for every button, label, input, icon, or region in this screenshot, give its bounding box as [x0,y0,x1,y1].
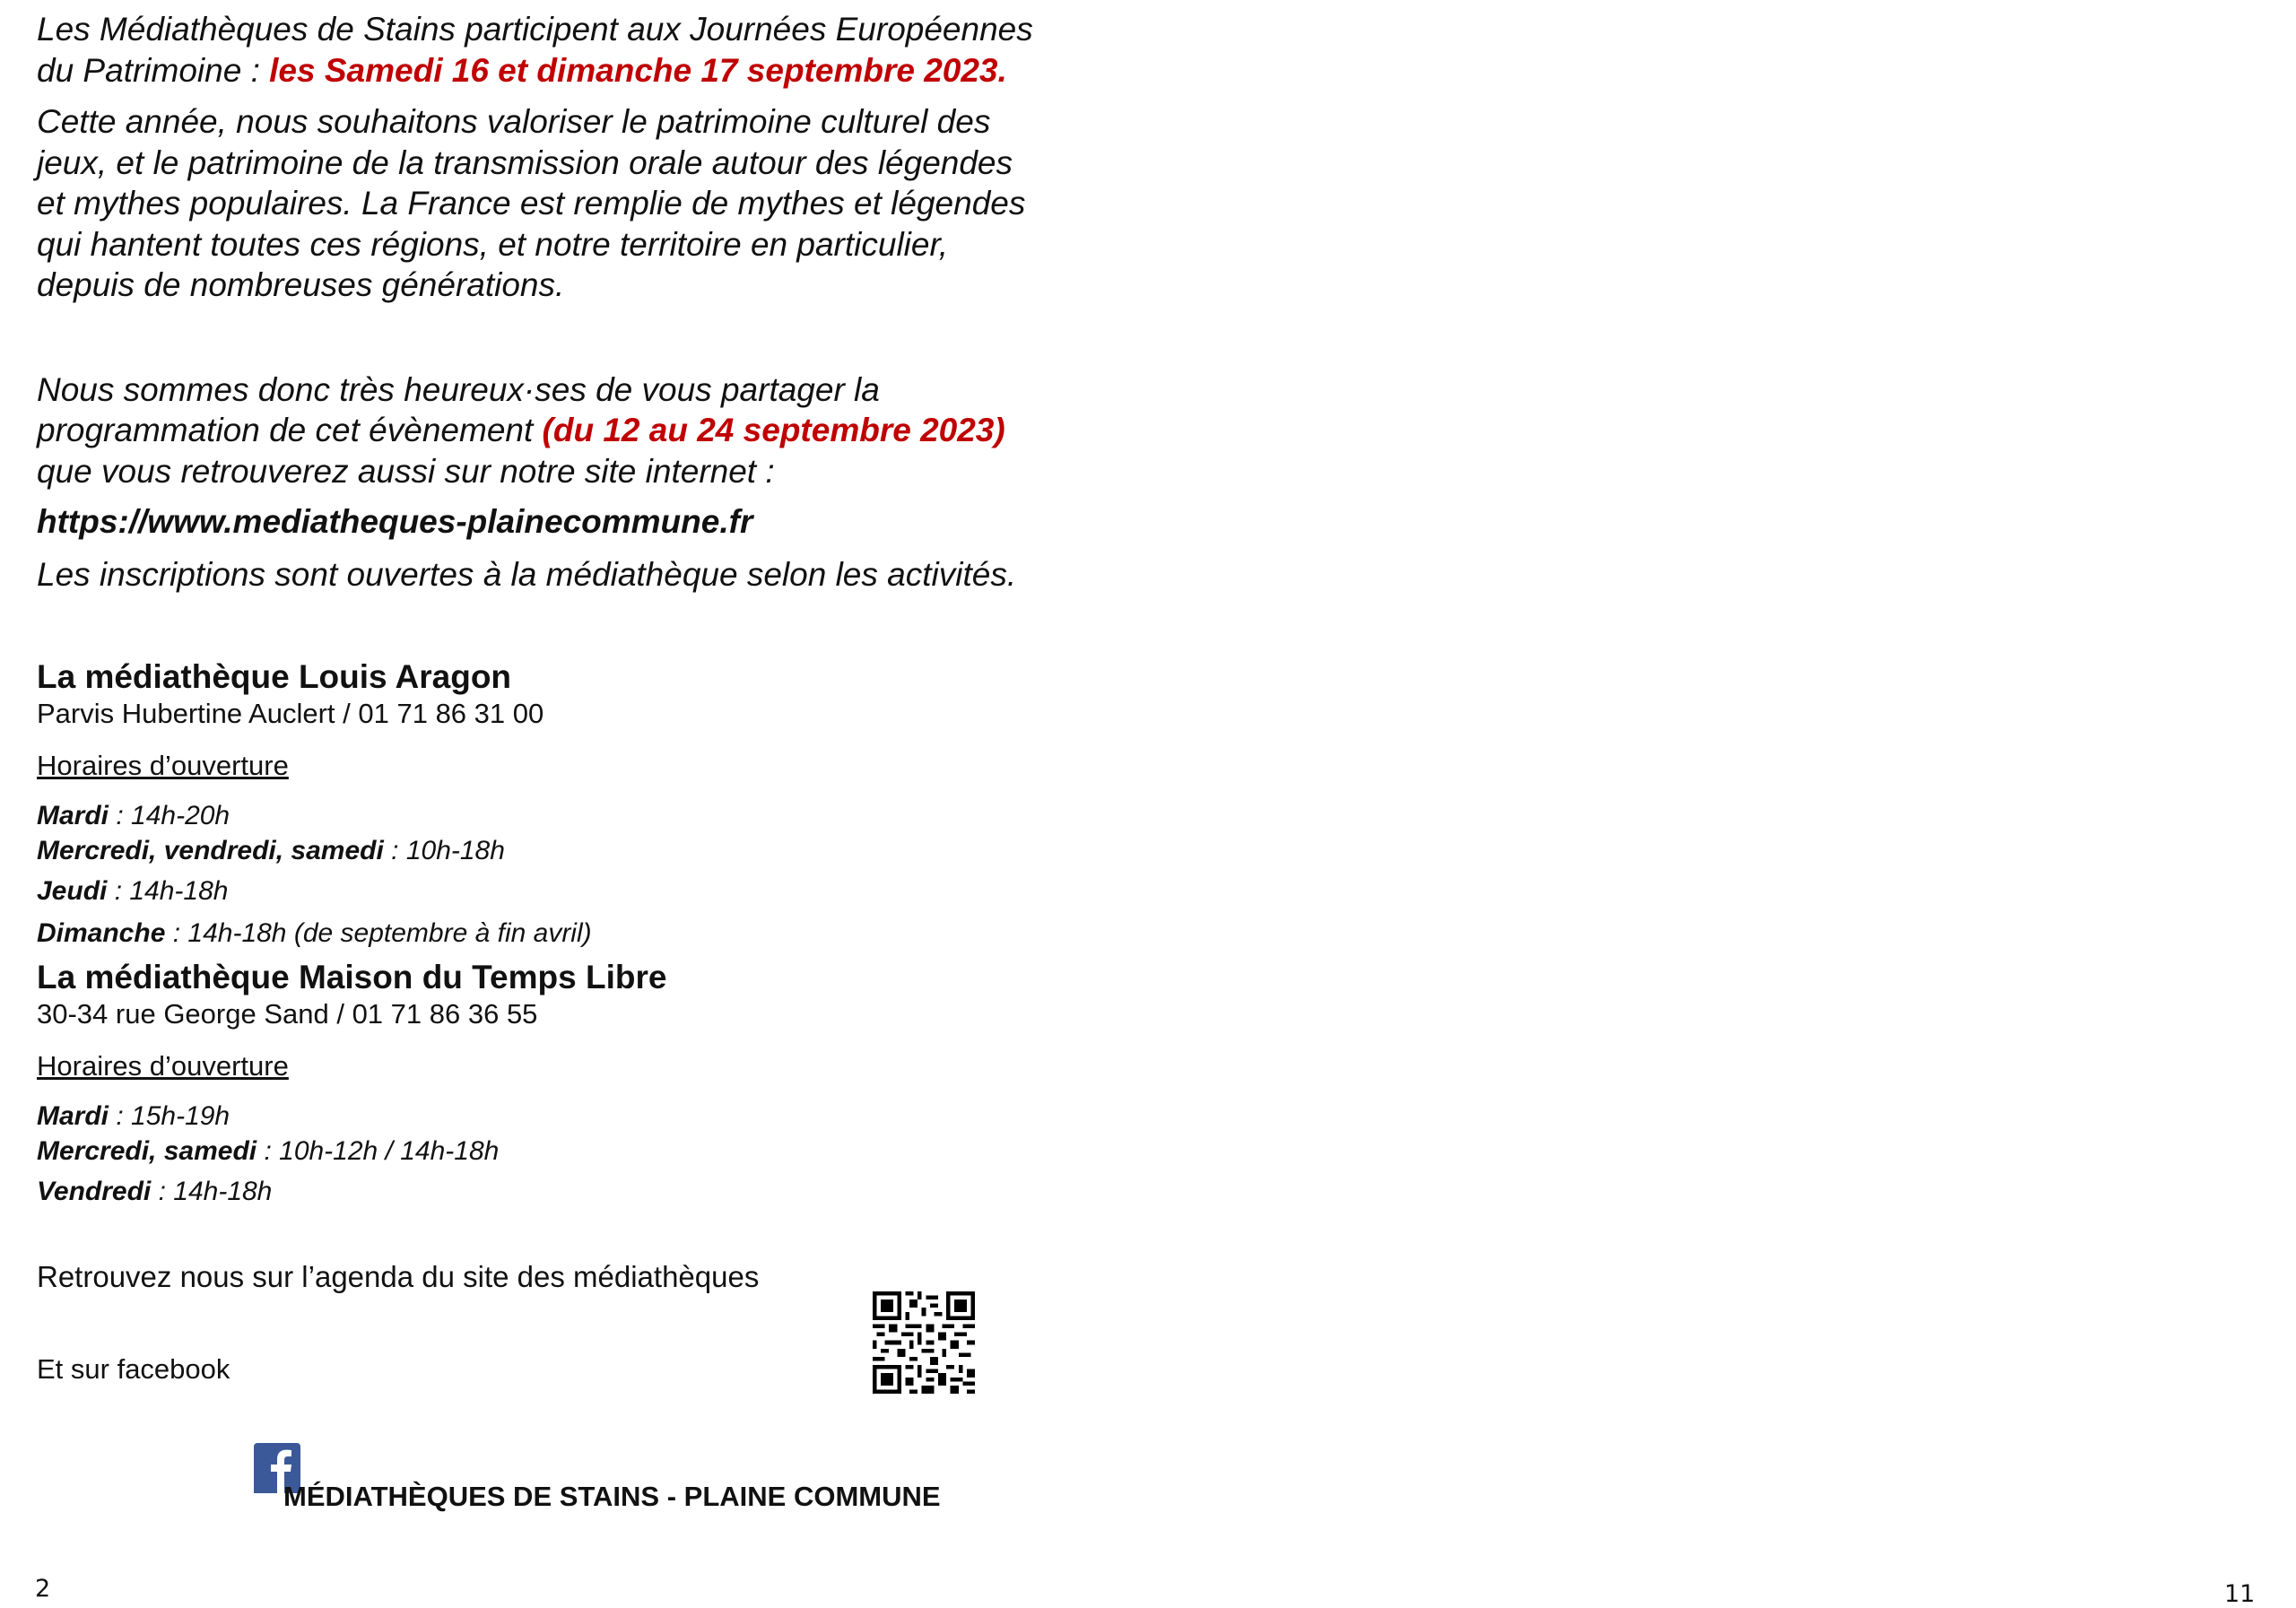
hours-time: : 14h-18h [107,876,229,906]
hours-day: Mardi [37,1101,109,1131]
hours-time: : 15h-19h [109,1101,230,1131]
program-line-3: que vous retrouverez aussi sur notre site internet : [37,453,775,490]
intro-body-line: depuis de nombreuses générations. [37,266,565,303]
program-dates: (du 12 au 24 septembre 2023) [542,412,1005,448]
hours-time: : 10h-12h / 14h-18h [257,1136,500,1166]
program-line-2-prefix: programmation de cet évènement [37,412,543,448]
qr-code-icon[interactable] [873,1291,975,1394]
venue-title-maison-temps-libre: La médiathèque Maison du Temps Libre [37,959,667,995]
intro-body-line: qui hantent toutes ces régions, et notre territoire en particulier, [37,226,949,263]
program-line-2 [37,410,1005,451]
intro-line-2 [37,50,1007,91]
hours-time: : 14h-18h (de septembre à fin avril) [165,918,592,948]
intro-line-2-prefix: du Patrimoine : [37,52,270,89]
hours-row [37,1136,499,1167]
agenda-note: Retrouvez nous sur l’agenda du site des médiathèques [37,1260,760,1293]
hours-time: : 10h-18h [383,836,505,865]
intro-line-1: Les Médiathèques de Stains participent aux Journées Européennes [37,11,1033,48]
hours-day: Mercredi, vendredi, samedi [37,836,384,865]
venue-title-louis-aragon: La médiathèque Louis Aragon [37,658,512,695]
page-number-left: 2 [35,1575,51,1603]
hours-row [37,1101,230,1132]
opening-hours-heading: Horaires d’ouverture [37,750,289,781]
registration-note: Les inscriptions sont ouvertes à la médiathèque selon les activités. [37,556,1017,593]
hours-row [37,876,228,907]
hours-day: Dimanche [37,918,166,948]
intro-body-line: jeux, et le patrimoine de la transmission orale autour des légendes [37,144,1013,181]
hours-row [37,1177,272,1207]
facebook-note: Et sur facebook [37,1353,230,1385]
hours-row [37,801,230,831]
heritage-days-dates: les Samedi 16 et dimanche 17 septembre 2023. [269,52,1007,89]
page-number-right: 11 [2224,1580,2256,1608]
website-link[interactable]: https://www.mediatheques-plainecommune.fr [37,503,753,540]
intro-body-line: et mythes populaires. La France est remplie de mythes et légendes [37,185,1026,222]
hours-time: : 14h-18h [151,1177,273,1206]
venue-address: Parvis Hubertine Auclert / 01 71 86 31 00 [37,698,544,729]
opening-hours-heading: Horaires d’ouverture [37,1050,289,1082]
program-line-1: Nous sommes donc très heureux·ses de vous partager la [37,371,880,408]
hours-day: Vendredi [37,1177,152,1206]
intro-body-line: Cette année, nous souhaitons valoriser le patrimoine culturel des [37,103,991,140]
venue-address: 30-34 rue George Sand / 01 71 86 36 55 [37,998,538,1030]
hours-day: Jeudi [37,876,108,906]
hours-row [37,836,505,866]
hours-day: Mardi [37,801,109,830]
hours-day: Mercredi, samedi [37,1136,257,1166]
facebook-page-name[interactable]: MÉDIATHÈQUES DE STAINS - PLAINE COMMUNE [283,1481,941,1512]
hours-row [37,918,592,949]
hours-time: : 14h-20h [109,801,230,830]
